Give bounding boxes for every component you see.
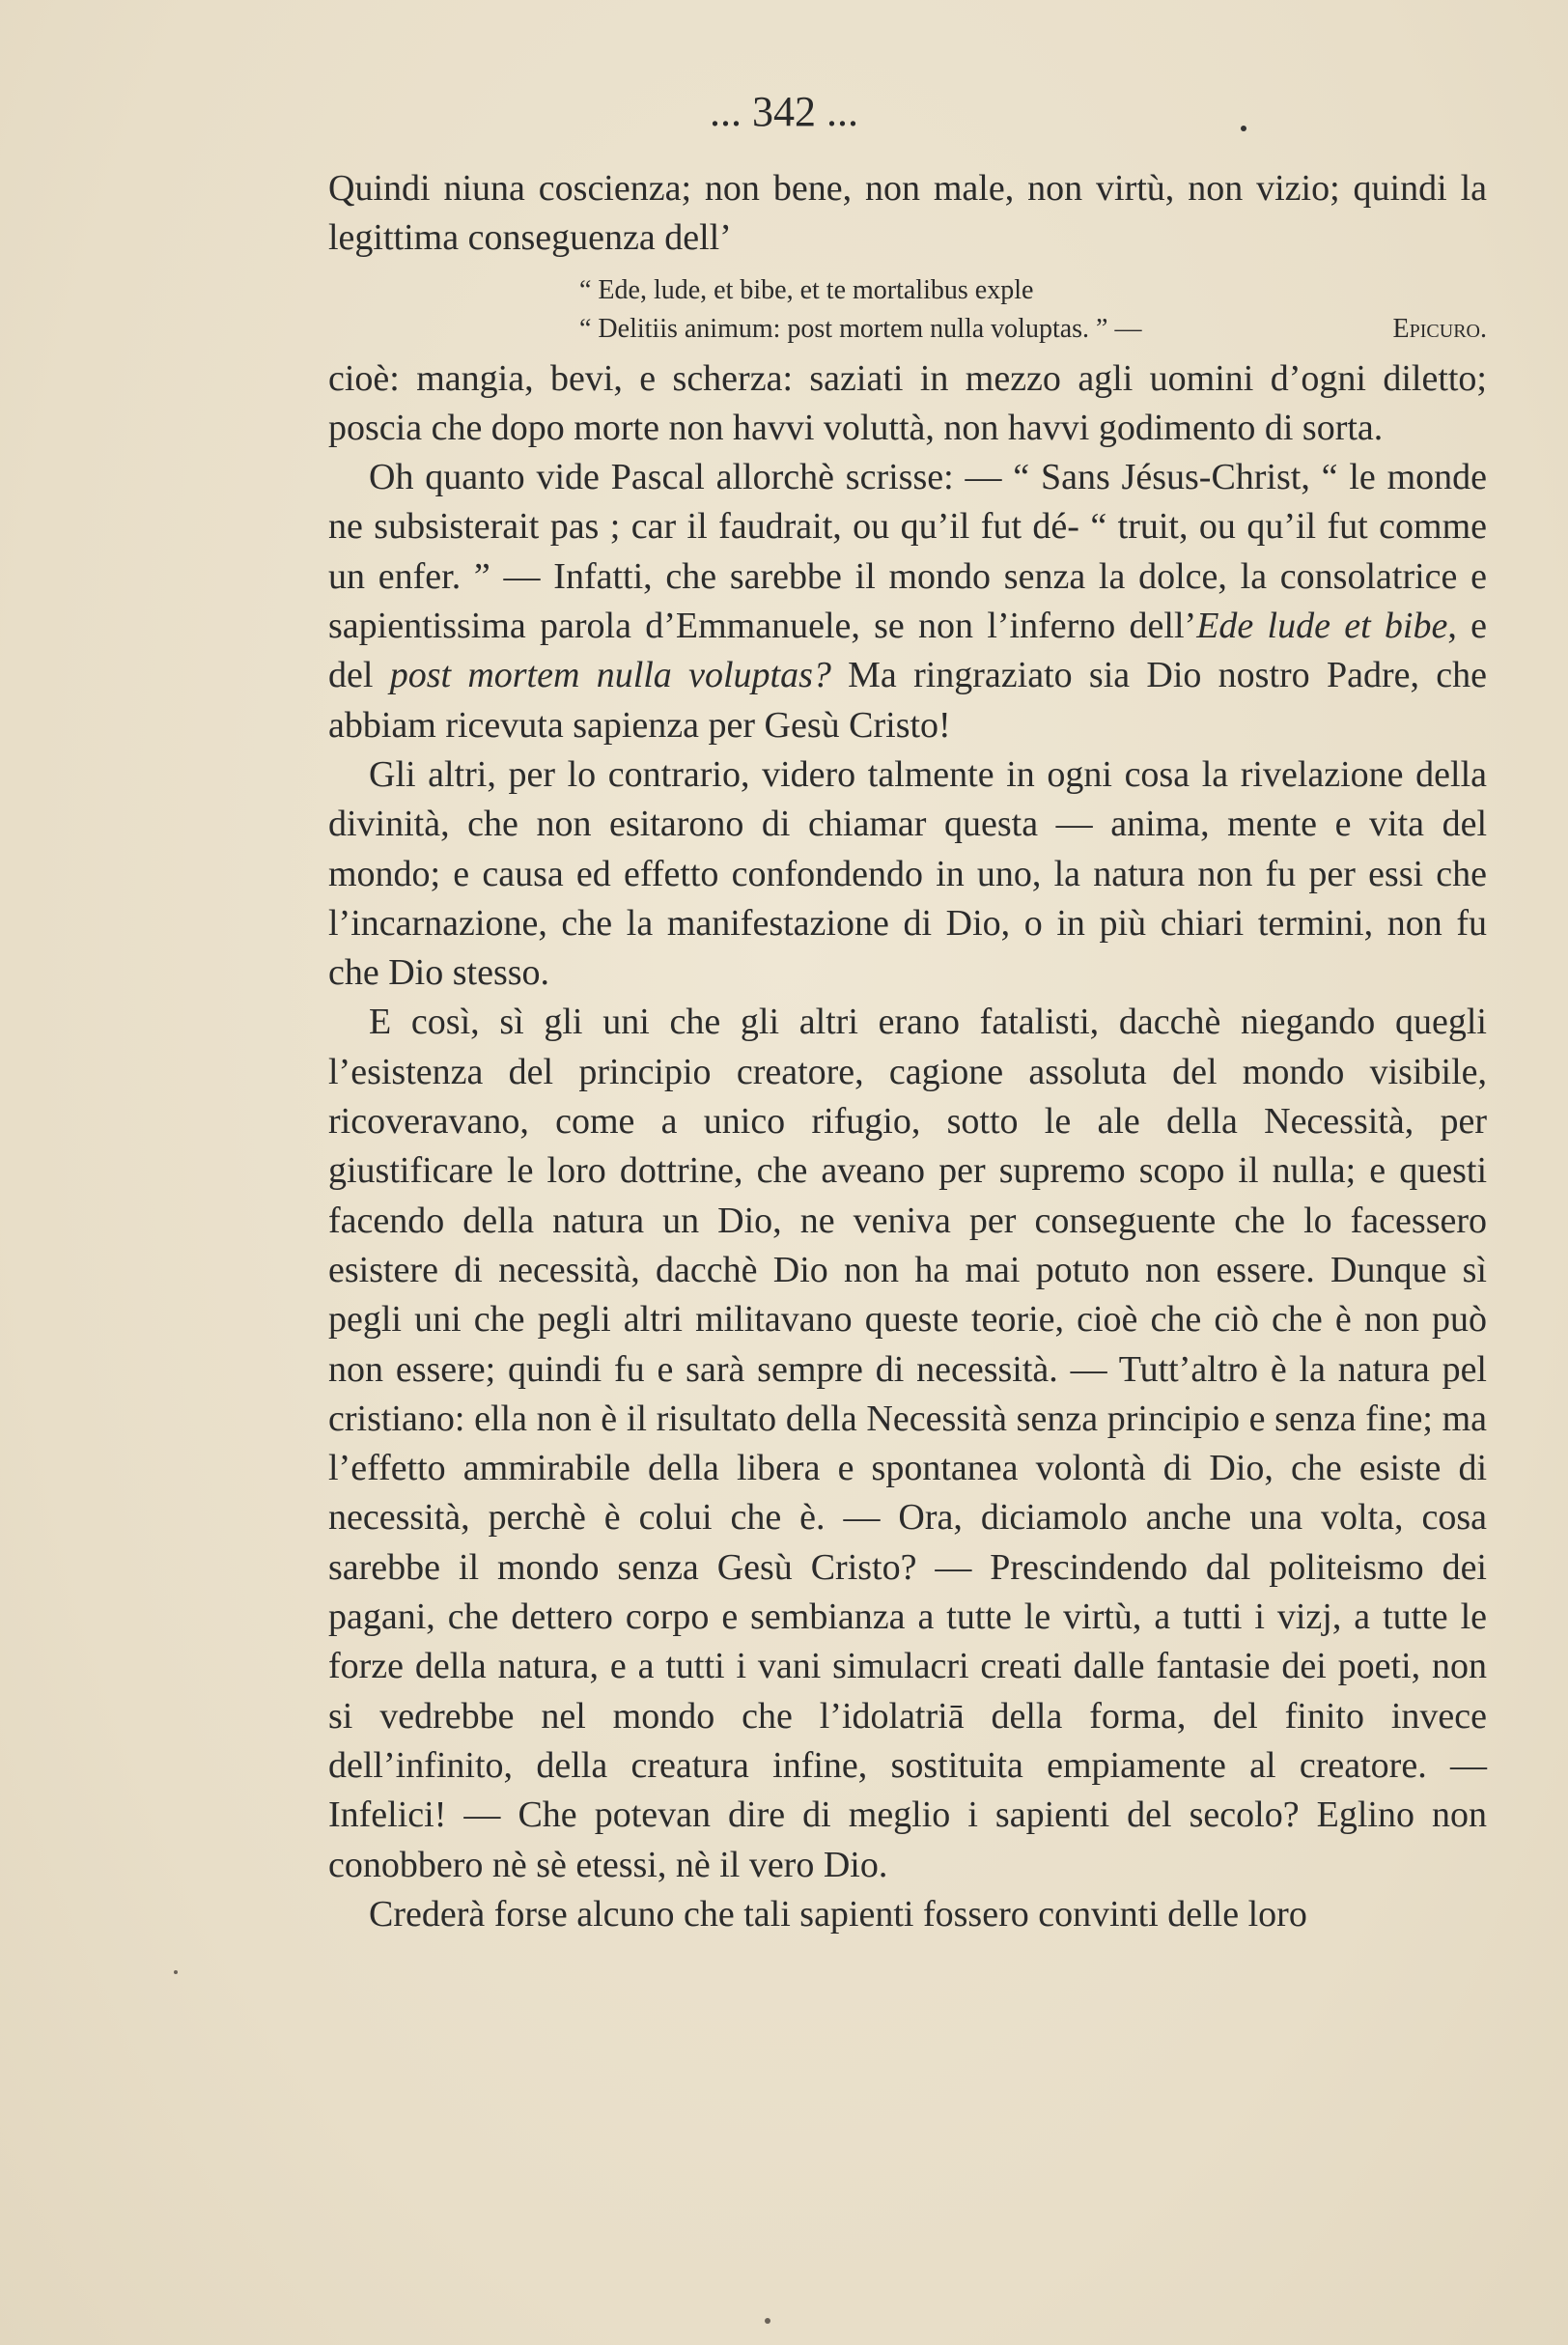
italic-phrase: Ede lude et bibe <box>1196 606 1448 647</box>
paragraph <box>328 453 1487 750</box>
page-number: ... 342 ... <box>710 88 858 135</box>
quote-attribution: Epicuro. <box>1392 313 1487 344</box>
page-header <box>0 87 1568 136</box>
paragraph-text: E così, sì gli uni che gli altri erano fatalisti, dacchè niegando quegli l’esistenza del principio creatore, cagione assoluta del mondo visibile, ricoveravano, come a unico rifugio, sotto le ale della Necessità, per giustificare le loro dottrine, che aveano per supremo scopo il nulla; e questi facendo della natura un Dio, ne veniva per conseguente che lo facessero esistere di necessità, dacchè Dio non ha mai potuto non essere. Dunque sì pegli uni che pegli altri militavano queste teorie, cioè che ciò che è non può non essere; quindi fu e sarà sempre di necessità. — Tutt’altro è la natura pel cristiano: ella non è il risultato della Necessità senza principio e senza fine; ma l’effetto ammirabile della libera e spontanea volontà di Dio, che esiste di necessità, perchè è colui che è. — Ora, diciamolo anche una volta, cosa sarebbe il mondo senza Gesù Cristo? — Prescindendo dal politeismo dei pagani, che dettero corpo e sembianza a tutte le virtù, a tutti i vizj, a tutte le forze della natura, e a tutti i vani simulacri creati dalle fantasie dei poeti, non si vedrebbe nel mondo che l’idolatriā della forma, del finito invece dell’infinito, della creatura infine, sostituita empiamente al creatore. — Infelici! — Che potevan dire di meglio i sapienti del secolo? Eglino non conobbero nè sè etessi, nè il vero Dio. <box>328 1002 1487 1885</box>
paragraph-text: Gli altri, per lo contrario, videro talmente in ogni cosa la rivelazione della divinità, che non esitarono di chiamar questa — anima, mente e vita del mondo; e causa ed effetto confondendo in uno, la natura non fu per essi che l’incarnazione, che la manifestazione di Dio, o in più chiari termini, non fu che Dio stesso. <box>328 753 1487 994</box>
paragraph-text: Ma ringraziato sia Dio nostro Padre, che abbiam ricevuta sapienza per Gesù Cristo! <box>328 655 1487 746</box>
paragraph <box>328 164 1487 264</box>
italic-phrase: post mortem nulla voluptas? <box>389 655 831 696</box>
paragraph-text: cioè: mangia, bevi, e scherza: saziati in mezzo agli uomini d’ogni diletto; poscia che dopo morte non havvi voluttà, non havvi godimento di sorta. <box>328 357 1487 448</box>
verse-line: “ Ede, lude, et bibe, et te mortalibus exple <box>579 274 1034 305</box>
verse-line-text: “ Delitiis animum: post mortem nulla voluptas. ” — <box>579 313 1142 344</box>
paragraph-text: Oh quanto vide Pascal allorchè scrisse: — “ Sans Jésus-Christ, “ le monde ne subsisterait pas ; car il faudrait, ou qu’il fut dé- “ truit, ou qu’il fut comme un enfer. ” — Infatti, che sarebbe il mondo senza la dolce, la consolatrice e sapientissima parola d’Emmanuele, se non l’inferno dell’ <box>328 457 1487 647</box>
verse-quotation <box>328 271 1487 349</box>
paragraph <box>328 354 1487 454</box>
paragraph-text: Crederà forse alcuno che tali sapienti fossero convinti delle loro <box>369 1893 1307 1935</box>
paragraph <box>328 1890 1487 1939</box>
verse-line <box>579 310 1487 349</box>
ink-speck <box>174 1970 178 1974</box>
paragraph <box>328 998 1487 1889</box>
paragraph-text: , e del <box>328 606 1487 696</box>
ink-speck <box>1241 126 1246 131</box>
body-text <box>328 164 1487 1939</box>
ink-speck <box>765 2318 770 2324</box>
paragraph <box>328 750 1487 998</box>
paragraph-text: Quindi niuna coscienza; non bene, non male, non virtù, non vizio; quindi la legittima conseguenza dell’ <box>328 168 1487 259</box>
